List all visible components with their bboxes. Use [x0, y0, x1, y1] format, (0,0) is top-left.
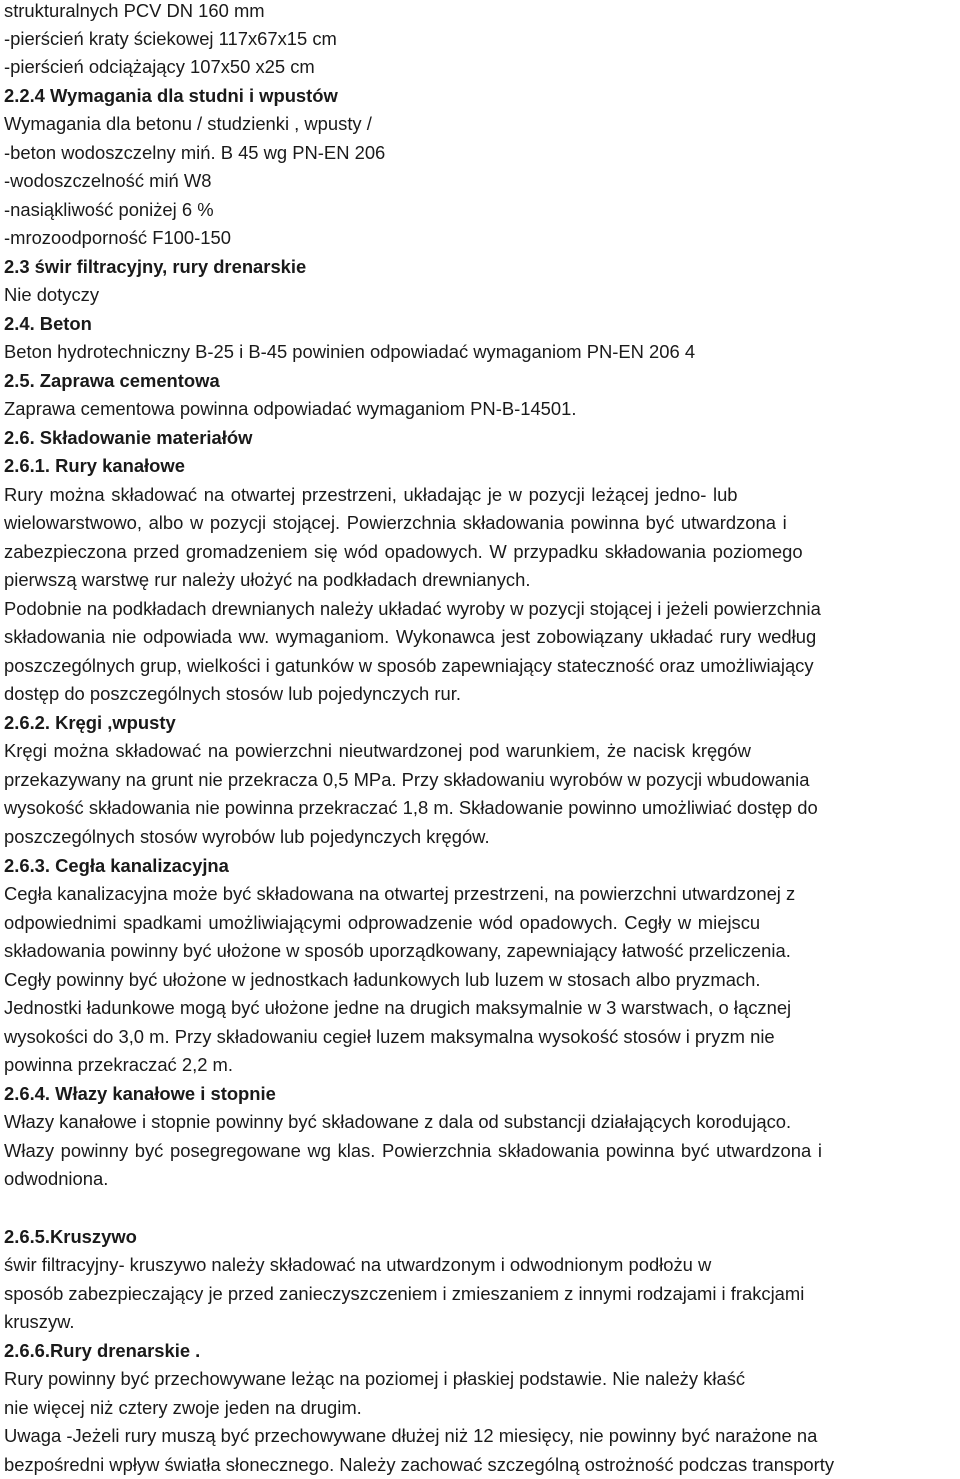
- text-line: powinna przekraczać 2,2 m.: [4, 1054, 233, 1075]
- text-line: dostęp do poszczególnych stosów lub pojedynczych rur.: [4, 683, 461, 704]
- text-line: Nie dotyczy: [4, 284, 100, 305]
- section-heading: 2.6.1. Rury kanałowe: [4, 455, 185, 476]
- text-line: nie więcej niż cztery zwoje jeden na drugim.: [4, 1397, 362, 1418]
- text-line: odwodniona.: [4, 1168, 109, 1189]
- section-heading: 2.6.3. Cegła kanalizacyjna: [4, 855, 229, 876]
- text-line: Wymagania dla betonu / studzienki , wpusty /: [4, 113, 372, 134]
- text-line: składowania powinny być ułożone w sposób uporządkowany, zapewniający łatwość przeliczenia.: [4, 940, 791, 961]
- section-heading: 2.6. Składowanie materiałów: [4, 427, 253, 448]
- section-heading: 2.6.5.Kruszywo: [4, 1226, 137, 1247]
- text-line: poszczególnych grup, wielkości i gatunków w sposób zapewniający stateczność oraz umożliwiający: [4, 655, 814, 676]
- section-heading: 2.5. Zaprawa cementowa: [4, 370, 220, 391]
- text-line: -nasiąkliwość poniżej 6 %: [4, 199, 214, 220]
- text-line: świr filtracyjny- kruszywo należy składować na utwardzonym i odwodnionym podłożu w: [4, 1254, 712, 1275]
- text-line: wielowarstwowo, albo w pozycji stojącej. Powierzchnia składowania powinna być utwardzona i: [4, 512, 787, 533]
- text-line: Uwaga -Jeżeli rury muszą być przechowywane dłużej niż 12 miesięcy, nie powinny być narażone na: [4, 1425, 818, 1446]
- section-heading: 2.6.6.Rury drenarskie .: [4, 1340, 201, 1361]
- section-heading: 2.6.2. Kręgi ,wpusty: [4, 712, 176, 733]
- text-line: Rury powinny być przechowywane leżąc na poziomej i płaskiej podstawie. Nie należy kłaść: [4, 1368, 746, 1389]
- text-line: Włazy kanałowe i stopnie powinny być składowane z dala od substancji działających korodująco.: [4, 1111, 792, 1132]
- text-line: bezpośredni wpływ światła słonecznego. Należy zachować szczególną ostrożność podczas transporty: [4, 1454, 835, 1475]
- text-line: przekazywany na grunt nie przekracza 0,5 MPa. Przy składowaniu wyrobów w pozycji wbudowania: [4, 769, 810, 790]
- text-line: składowania nie odpowiada ww. wymaganiom. Wykonawca jest zobowiązany układać rury według: [4, 626, 817, 647]
- text-line: poszczególnych stosów wyrobów lub pojedynczych kręgów.: [4, 826, 490, 847]
- text-line: Zaprawa cementowa powinna odpowiadać wymaganiom PN-B-14501.: [4, 398, 577, 419]
- text-line: pierwszą warstwę rur należy ułożyć na podkładach drewnianych.: [4, 569, 531, 590]
- text-line: wysokości do 3,0 m. Przy składowaniu cegieł luzem maksymalna wysokość stosów i pryzm nie: [4, 1026, 775, 1047]
- text-line: zabezpieczona przed gromadzeniem się wód opadowych. W przypadku składowania poziomego: [4, 541, 803, 562]
- text-line: Rury można składować na otwartej przestrzeni, układając je w pozycji leżącej jedno- lub: [4, 484, 738, 505]
- section-heading: 2.3 świr filtracyjny, rury drenarskie: [4, 256, 307, 277]
- section-heading: 2.2.4 Wymagania dla studni i wpustów: [4, 85, 338, 106]
- text-line: wysokość składowania nie powinna przekraczać 1,8 m. Składowanie powinno umożliwiać dostęp do: [4, 797, 818, 818]
- text-line: kruszyw.: [4, 1311, 75, 1332]
- text-line: Kręgi można składować na powierzchni nieutwardzonej pod warunkiem, że nacisk kręgów: [4, 740, 751, 761]
- text-line: -pierścień odciążający 107x50 x25 cm: [4, 56, 315, 77]
- text-line: Cegły powinny być ułożone w jednostkach ładunkowych lub luzem w stosach albo pryzmach.: [4, 969, 761, 990]
- text-line: Włazy powinny być posegregowane wg klas. Powierzchnia składowania powinna być utwardzona i: [4, 1140, 822, 1161]
- text-line: Beton hydrotechniczny B-25 i B-45 powinien odpowiadać wymaganiom PN-EN 206 4: [4, 341, 696, 362]
- text-line: -mrozoodporność F100-150: [4, 227, 231, 248]
- section-heading: 2.4. Beton: [4, 313, 92, 334]
- text-line: sposób zabezpieczający je przed zanieczyszczeniem i zmieszaniem z innymi rodzajami i frakcjami: [4, 1283, 805, 1304]
- text-line: Jednostki ładunkowe mogą być ułożone jedne na drugich maksymalnie w 3 warstwach, o łącznej: [4, 997, 792, 1018]
- text-line: Cegła kanalizacyjna może być składowana na otwartej przestrzeni, na powierzchni utwardzonej z: [4, 883, 796, 904]
- text-line: Podobnie na podkładach drewnianych należy układać wyroby w pozycji stojącej i jeżeli powierzchnia: [4, 598, 821, 619]
- text-line: odpowiednimi spadkami umożliwiającymi odprowadzenie wód opadowych. Cegły w miejscu: [4, 912, 761, 933]
- text-line: strukturalnych PCV DN 160 mm: [4, 0, 265, 21]
- section-heading: 2.6.4. Włazy kanałowe i stopnie: [4, 1083, 276, 1104]
- text-line: -wodoszczelność miń W8: [4, 170, 212, 191]
- text-line: -pierścień kraty ściekowej 117x67x15 cm: [4, 28, 337, 49]
- text-line: -beton wodoszczelny miń. B 45 wg PN-EN 206: [4, 142, 386, 163]
